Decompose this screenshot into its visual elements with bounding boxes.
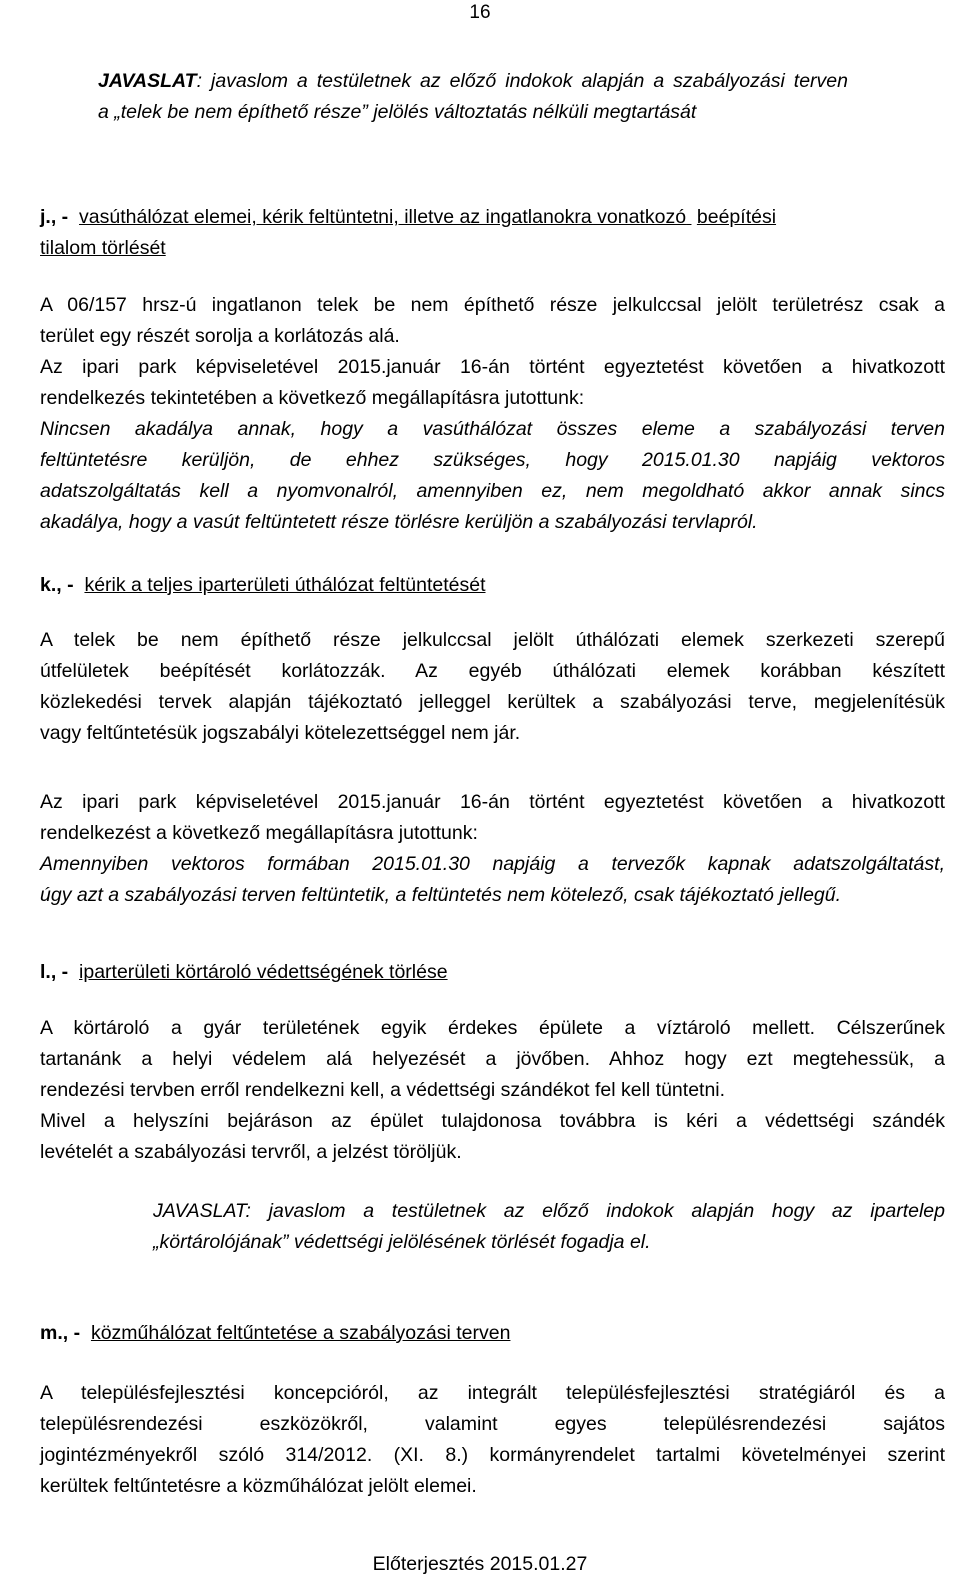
paragraph-line: közlekedési tervek alapján tájékoztató jelleggel kerültek a szabályozási terve, megjelenítésük <box>40 691 945 713</box>
paragraph-line: adatszolgáltatás kell a nyomvonalról, amennyiben ez, nem megoldható akkor annak sincs <box>40 480 945 502</box>
paragraph-line: feltüntetésre kerüljön, de ehhez szükséges, hogy 2015.01.30 napjáig vektoros <box>40 449 945 471</box>
section-j-para-2 <box>40 352 945 414</box>
javaslat-line-2: a „telek be nem építhető része” jelölés változtatás nélküli megtartását <box>98 101 697 123</box>
paragraph-line: településrendezési eszközökről, valamint egyes településrendezési sajátos <box>40 1413 945 1435</box>
section-j-para-3 <box>40 414 945 538</box>
section-l-letter: l. <box>40 961 51 983</box>
section-l-para-1 <box>40 1013 945 1106</box>
section-k-para-1 <box>40 625 945 749</box>
paragraph-line: A telek be nem építhető része jelkulccsal jelölt úthálózati elemek szerkezeti szerepű <box>40 629 945 651</box>
section-j-para-1 <box>40 290 945 352</box>
paragraph-line: rendelkezést a következő megállapításra jutottunk: <box>40 822 478 844</box>
paragraph-line: tartanánk a helyi védelem alá helyezését a jövőben. Ahhoz hogy ezt megtehessük, a <box>40 1048 945 1070</box>
javaslat-label: JAVASLAT <box>98 70 197 92</box>
paragraph-line: rendelkezés tekintetében a következő megállapításra jutottunk: <box>40 387 585 409</box>
paragraph-line: útfelületek beépítését korlátozzák. Az egyéb úthálózati elemek korábban készített <box>40 660 945 682</box>
paragraph-line: vagy feltűntetésük jogszabályi kötelezettséggel nem jár. <box>40 722 521 744</box>
paragraph-line: terület egy részét sorolja a korlátozás alá. <box>40 325 400 347</box>
page-footer: Előterjesztés 2015.01.27 <box>372 1553 588 1575</box>
section-k-para-2 <box>40 787 945 849</box>
paragraph-line: A 06/157 hrsz-ú ingatlanon telek be nem építhető része jelkulccsal jelölt területrész csak a <box>40 294 945 316</box>
section-j-heading: vasúthálózat elemei, kérik feltüntetni, illetve az ingatlanokra vonatkozó <box>79 206 687 228</box>
javaslat-line: JAVASLAT: javaslom a testületnek az előző indokok alapján hogy az ipartelep <box>153 1200 945 1222</box>
section-l-javaslat <box>0 1196 945 1258</box>
section-k-para-3 <box>40 849 945 911</box>
paragraph-line: Az ipari park képviseletével 2015.január 16-án történt egyeztetést követően a hivatkozott <box>40 791 945 813</box>
section-j-heading-line-1: j., - vasúthálózat elemei, kérik feltüntetni, illetve az ingatlanokra vonatkozó beépítési <box>40 206 777 228</box>
paragraph-line: Mivel a helyszíni bejáráson az épület tulajdonosa továbbra is kéri a védettségi szándék <box>40 1110 945 1132</box>
section-l-heading: l., - iparterületi körtároló védettségének törlése <box>40 961 448 983</box>
javaslat-line: „körtárolójának” védettségi jelölésének törlését fogadja el. <box>153 1231 651 1253</box>
section-k-title: kérik a teljes iparterületi úthálózat feltüntetését <box>84 574 486 596</box>
paragraph-line: Nincsen akadálya annak, hogy a vasúthálózat összes eleme a szabályozási terven <box>40 418 945 440</box>
paragraph-line: akadálya, hogy a vasút feltüntetett része törlésre kerüljön a szabályozási tervlapról. <box>40 511 758 533</box>
section-m-heading: m., - közműhálózat feltűntetése a szabályozási terven <box>40 1322 511 1344</box>
javaslat-line-1: JAVASLAT: javaslom a testületnek az előző indokok alapján a szabályozási terven <box>98 70 848 92</box>
section-m-letter: m. <box>40 1322 63 1344</box>
paragraph-line: rendezési tervben erről rendelkezni kell, a védettségi szándékot fel kell tüntetni. <box>40 1079 726 1101</box>
section-k-heading: k., - kérik a teljes iparterületi úthálózat feltüntetését <box>40 574 486 596</box>
section-j-letter: j. <box>40 206 51 228</box>
paragraph-line: A településfejlesztési koncepcióról, az integrált településfejlesztési stratégiáról és a <box>40 1382 945 1404</box>
section-l-para-2 <box>40 1106 945 1168</box>
section-l-title: iparterületi körtároló védettségének törlése <box>79 961 448 983</box>
javaslat-block-1 <box>0 66 848 128</box>
paragraph-line: A körtároló a gyár területének egyik érdekes épülete a víztároló mellett. Célszerűnek <box>40 1017 945 1039</box>
section-j-heading-line-2: tilalom törlését <box>40 237 166 259</box>
paragraph-line: levételét a szabályozási tervről, a jelzést töröljük. <box>40 1141 462 1163</box>
page-number: 16 <box>469 2 491 23</box>
paragraph-line: Az ipari park képviseletével 2015.január 16-án történt egyeztetést követően a hivatkozott <box>40 356 945 378</box>
paragraph-line: jogintézményekről szóló 314/2012. (XI. 8.) kormányrendelet tartalmi követelményei szerint <box>40 1444 945 1466</box>
paragraph-line: kerültek feltűntetésre a közműhálózat jelölt elemei. <box>40 1475 477 1497</box>
section-j <box>0 202 940 264</box>
paragraph-line: Amennyiben vektoros formában 2015.01.30 napjáig a tervezők kapnak adatszolgáltatást, <box>40 853 945 875</box>
section-k-letter: k. <box>40 574 57 596</box>
paragraph-line: úgy azt a szabályozási terven feltüntetik, a feltüntetés nem kötelező, csak tájékoztató jellegű. <box>40 884 842 906</box>
section-m-para-1 <box>40 1378 945 1502</box>
section-m-title: közműhálózat feltűntetése a szabályozási terven <box>90 1322 511 1344</box>
